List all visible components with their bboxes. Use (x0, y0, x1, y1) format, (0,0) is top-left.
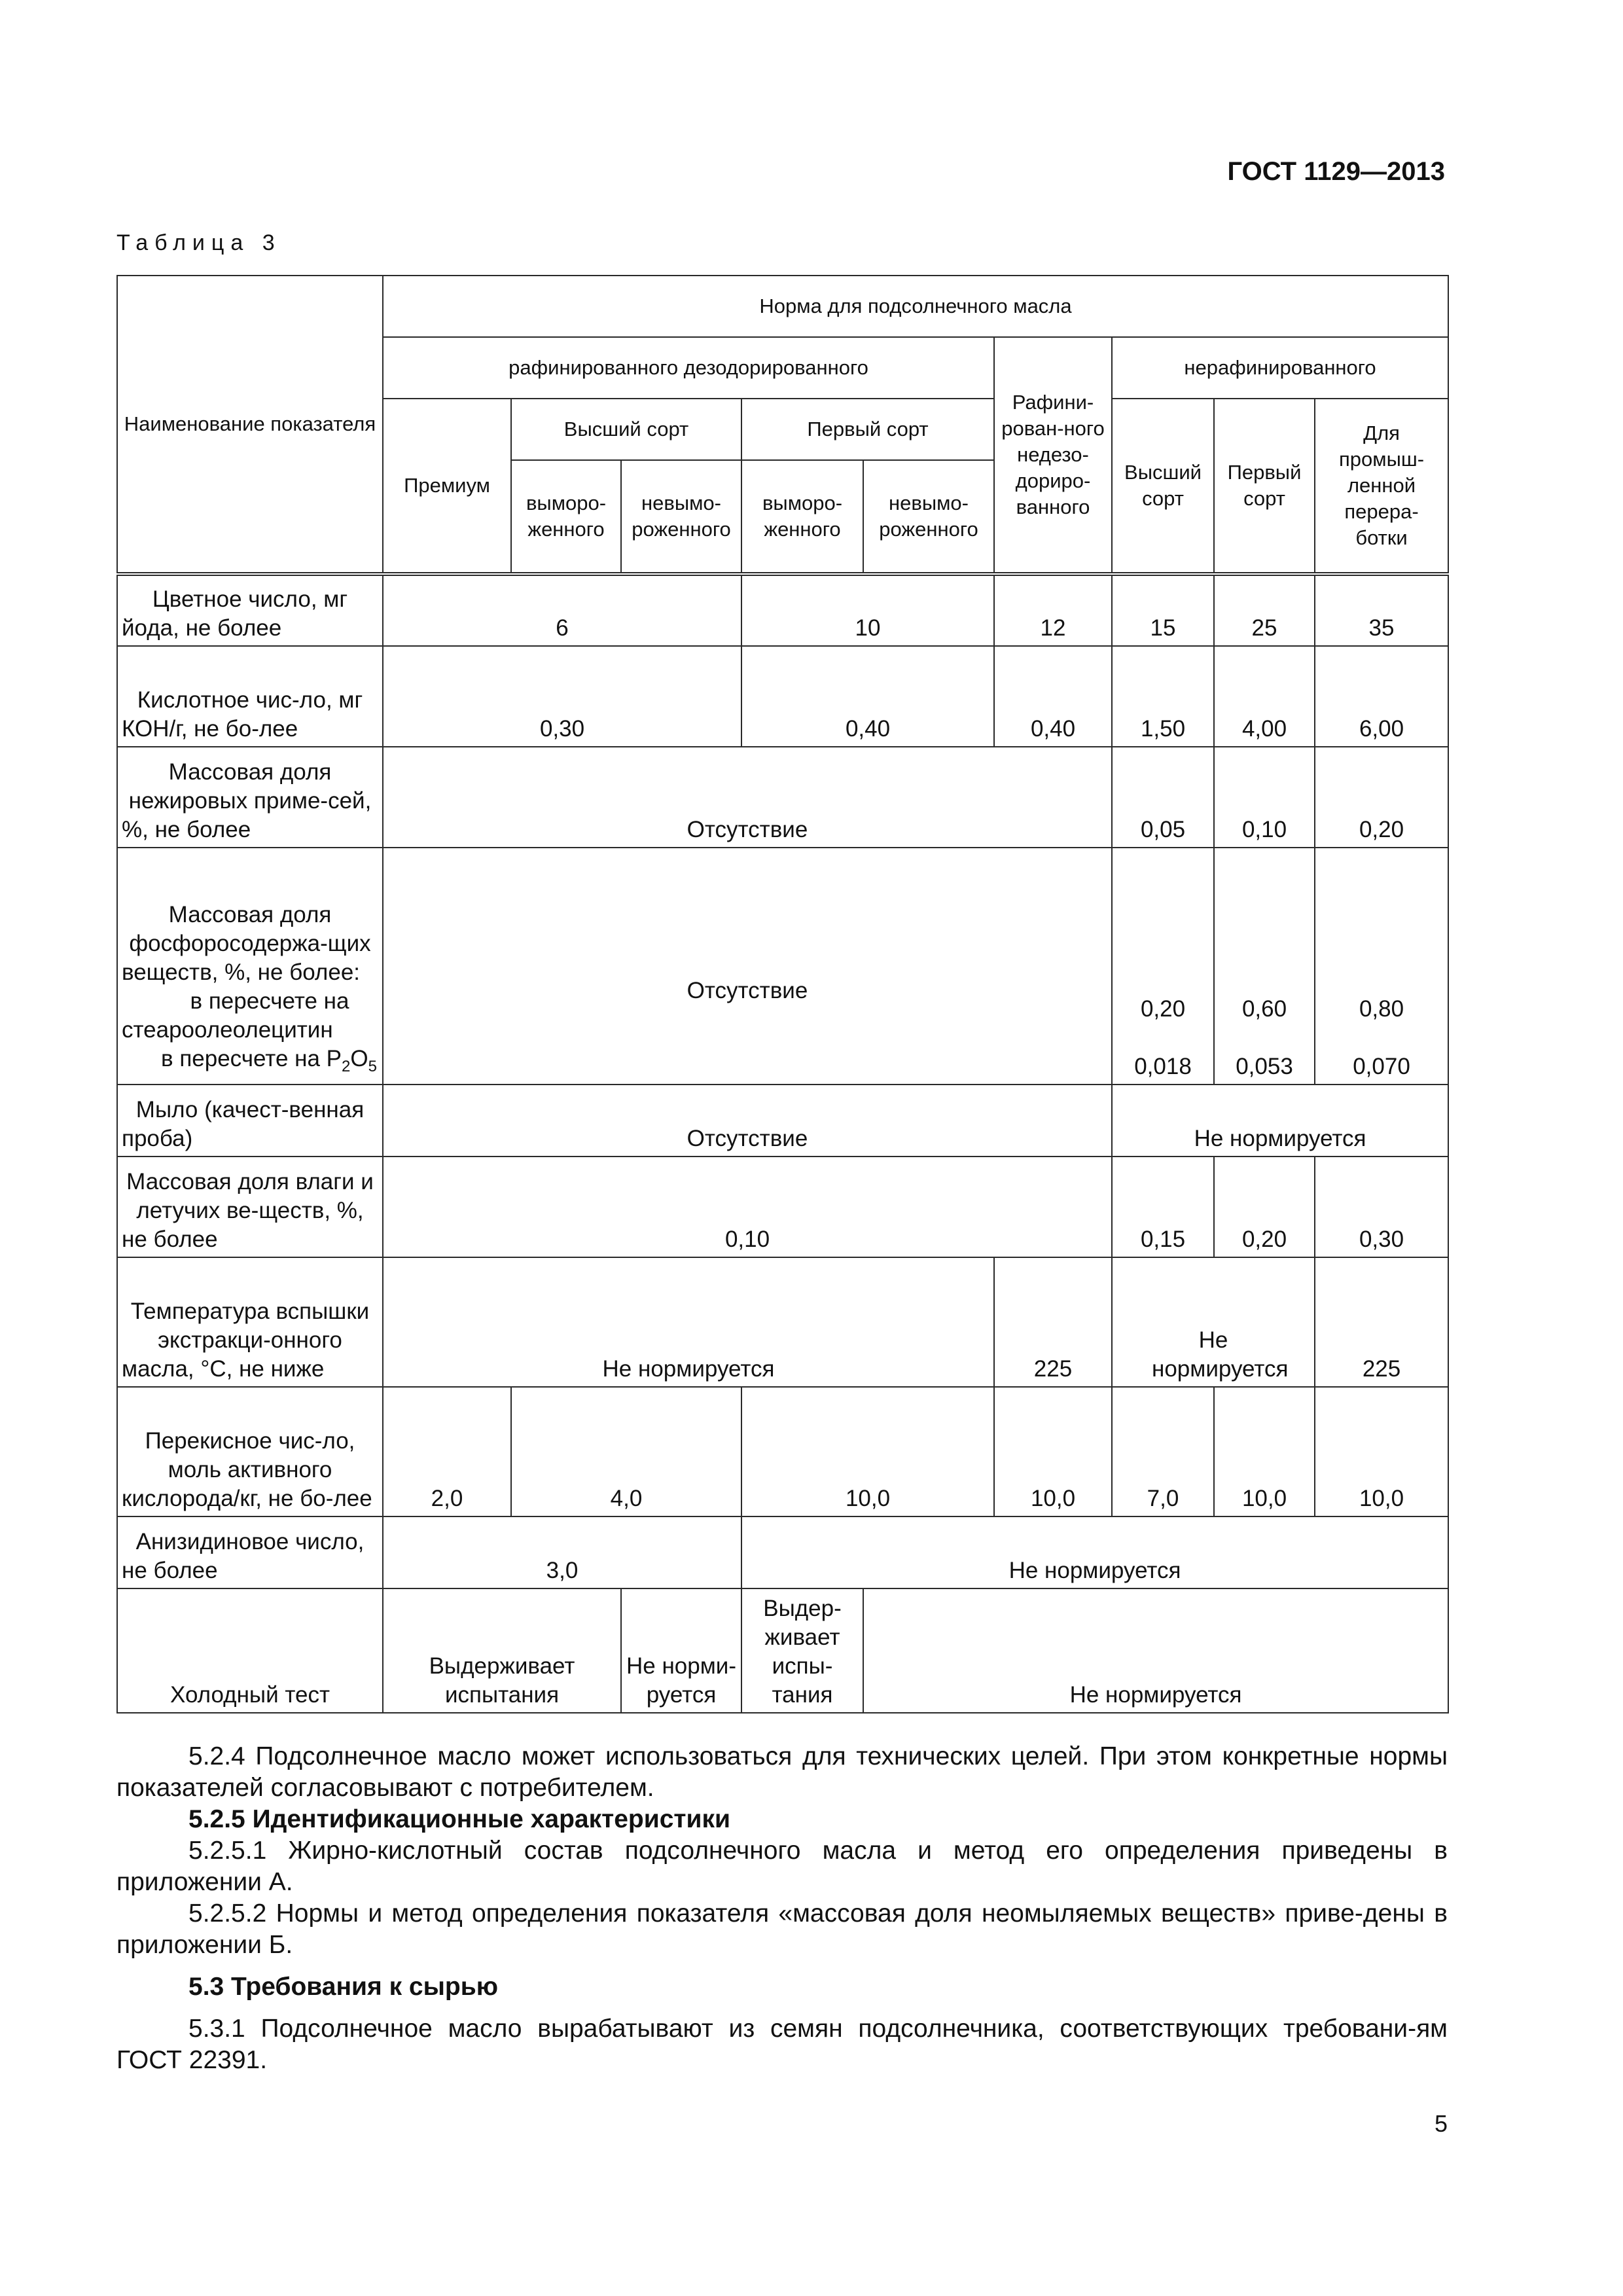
phosphorus-sub1: в пересчете на стеароолеолецитин (122, 988, 349, 1043)
table-row (117, 1085, 1448, 1157)
page-number: 5 (1434, 2110, 1448, 2137)
cell: 225 (1315, 1257, 1448, 1387)
cell: 225 (994, 1257, 1112, 1387)
cell: 0,80 0,070 (1315, 848, 1448, 1085)
cell: 2,0 (383, 1387, 511, 1516)
cell: Не нормируется (863, 1588, 1448, 1713)
cell: 0,10 (383, 1157, 1112, 1257)
table-row (117, 848, 1448, 1085)
paragraph-5-2-5-1: 5.2.5.1 Жирно-кислотный состав подсолнечного масла и метод его определения приведены в приложении А. (116, 1837, 1448, 1896)
header-first-grade: Первый сорт (741, 399, 994, 460)
header-premium: Премиум (383, 399, 511, 574)
row-label-nonfat: Массовая доля нежировых приме-сей, %, не более (117, 747, 383, 848)
header-unrefined-first: Первый сорт (1214, 399, 1315, 574)
table-row (117, 747, 1448, 848)
cell: 35 (1315, 574, 1448, 646)
paragraph-5-2-5-2: 5.2.5.2 Нормы и метод определения показателя «массовая доля неомыляемых веществ» приве-дены в приложении Б. (116, 1899, 1448, 1959)
heading-5-3: 5.3 Требования к сырью (188, 1973, 499, 2001)
table-caption: Таблица 3 (116, 230, 281, 255)
cell: 0,20 (1315, 747, 1448, 848)
cell: 0,15 (1112, 1157, 1214, 1257)
heading-5-2-5: 5.2.5 Идентификационные характеристики (188, 1805, 730, 1833)
cell: 0,10 (1214, 747, 1315, 848)
header-indicator: Наименование показателя (117, 276, 383, 574)
table-row (117, 1257, 1448, 1387)
header-unrefined: нерафинированного (1112, 337, 1448, 399)
row-label-peroxide: Перекисное чис-ло, моль активного кислорода/кг, не бо-лее (117, 1387, 383, 1516)
row-label-color: Цветное число, мг йода, не более (117, 574, 383, 646)
table-row (117, 1387, 1448, 1516)
cell: 3,0 (383, 1516, 741, 1588)
cell: 25 (1214, 574, 1315, 646)
cell: Отсутствие (383, 747, 1112, 848)
cell: 10,0 (741, 1387, 994, 1516)
cell: 0,20 (1214, 1157, 1315, 1257)
cell: 15 (1112, 574, 1214, 646)
row-label-soap: Мыло (качест-венная проба) (117, 1085, 383, 1157)
cell: 4,00 (1214, 646, 1315, 747)
header-top-frozen: выморо-женного (511, 460, 621, 574)
row-label-flash: Температура вспышки экстракци-онного масла, °С, не ниже (117, 1257, 383, 1387)
cell: 7,0 (1112, 1387, 1214, 1516)
row-label-acid: Кислотное чис-ло, мг КОН/г, не бо-лее (117, 646, 383, 747)
table-row (117, 646, 1448, 747)
cell: 0,05 (1112, 747, 1214, 848)
norms-table (116, 275, 1449, 1713)
cell: 0,30 (1315, 1157, 1448, 1257)
table-row (117, 574, 1448, 646)
document-code: ГОСТ 1129—2013 (1227, 157, 1445, 186)
table-row (117, 1516, 1448, 1588)
header-unrefined-top: Высший сорт (1112, 399, 1214, 574)
table-row (117, 1157, 1448, 1257)
header-first-not-frozen: невымо-роженного (863, 460, 994, 574)
row-label-phosphorus (117, 848, 383, 1085)
cell: 0,60 0,053 (1214, 848, 1315, 1085)
cell: 0,40 (994, 646, 1112, 747)
cell: Не норми-руется (621, 1588, 741, 1713)
cell: 0,20 0,018 (1112, 848, 1214, 1085)
header-refined-deodorized: рафинированного дезодорированного (383, 337, 994, 399)
cell: 4,0 (511, 1387, 741, 1516)
paragraph-5-3-1: 5.3.1 Подсолнечное масло вырабатывают из семян подсолнечника, соответствующих требовани-ям ГОСТ 22391. (116, 2015, 1448, 2074)
cell: Отсутствие (383, 1085, 1112, 1157)
table-row (117, 1588, 1448, 1713)
header-first-frozen: выморо-женного (741, 460, 863, 574)
body-text (116, 1741, 1448, 2076)
cell: Не нормируется (1112, 1257, 1315, 1387)
cell: Выдерживает испытания (383, 1588, 621, 1713)
cell: 6 (383, 574, 741, 646)
paragraph-5-2-4: 5.2.4 Подсолнечное масло может использоваться для технических целей. При этом конкретные нормы показателей согласовывают с потребителем. (116, 1742, 1448, 1802)
row-label-cold: Холодный тест (117, 1588, 383, 1713)
phosphorus-sub2: в пересчете на $P_2O_5$ (161, 1046, 377, 1075)
cell: 12 (994, 574, 1112, 646)
cell: Выдер-живает испы-тания (741, 1588, 863, 1713)
phosphorus-label: Массовая доля фосфоросодержа-щих веществ, %, не более: (122, 902, 371, 985)
row-label-moisture: Массовая доля влаги и летучих ве-ществ, %, не более (117, 1157, 383, 1257)
cell: Не нормируется (741, 1516, 1448, 1588)
cell: Не нормируется (383, 1257, 994, 1387)
cell: 0,30 (383, 646, 741, 747)
cell: 10,0 (994, 1387, 1112, 1516)
cell: 10,0 (1315, 1387, 1448, 1516)
header-unrefined-industrial: Для промыш-ленной перера-ботки (1315, 399, 1448, 574)
cell: 10,0 (1214, 1387, 1315, 1516)
cell: Не нормируется (1112, 1085, 1448, 1157)
header-top-grade: Высший сорт (511, 399, 741, 460)
header-norm: Норма для подсолнечного масла (383, 276, 1448, 337)
cell: 1,50 (1112, 646, 1214, 747)
header-top-not-frozen: невымо-роженного (621, 460, 741, 574)
row-label-anisidine: Анизидиновое число, не более (117, 1516, 383, 1588)
header-refined-not-deodorized: Рафини-рован-ного недезо-дориро-ванного (994, 337, 1112, 574)
cell: 6,00 (1315, 646, 1448, 747)
cell: Отсутствие (383, 848, 1112, 1085)
cell: 0,40 (741, 646, 994, 747)
cell: 10 (741, 574, 994, 646)
